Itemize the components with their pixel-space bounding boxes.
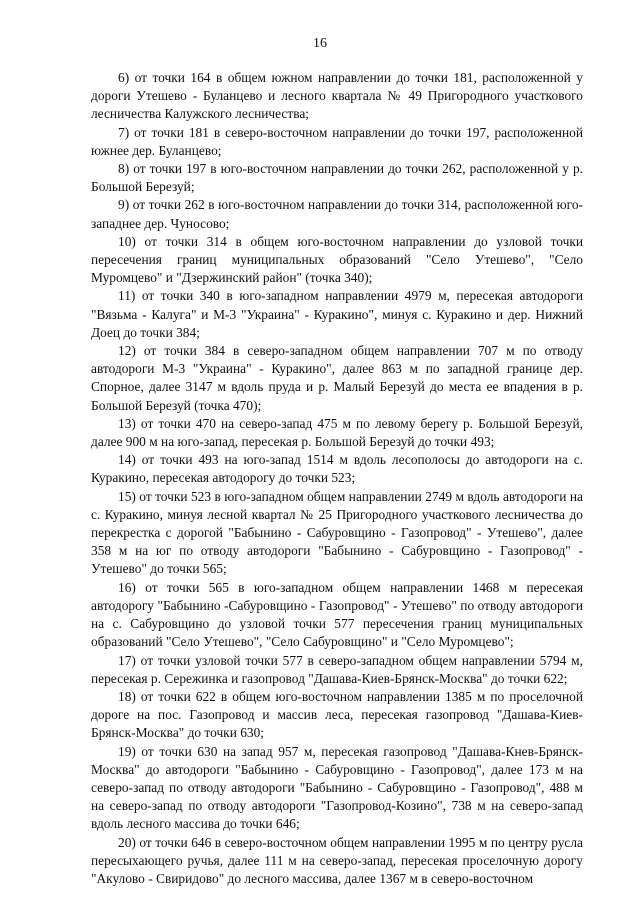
paragraph-item-11: 11) от точки 340 в юго-западном направлении 4979 м, пересекая автодороги "Вязьма - Калуга" и М-3 "Украина" - Куракино", минуя с. Куракино и дер. Нижний Доец до точки 384; (91, 288, 583, 340)
paragraph-item-7: 7) от точки 181 в северо-восточном направлении до точки 197, расположенной южнее дер. Буланцево; (91, 124, 583, 158)
paragraph-item-8: 8) от точки 197 в юго-восточном направлении до точки 262, расположенной у р. Большой Березуй; (91, 161, 583, 195)
paragraph-item-18: 18) от точки 622 в общем юго-восточном направлении 1385 м по проселочной дороге на пос. Газопровод и массив леса, пересекая газопровод "Дашава-Киев-Брянск-Москва" до точки 630; (91, 688, 583, 741)
paragraph-item-13: 13) от точки 470 на северо-запад 475 м по левому берегу р. Большой Березуй, далее 900 м на юго-запад, пересекая р. Большой Березуй до точки 493; (91, 415, 583, 450)
paragraph-item-12: 12) от точки 384 в северо-западном общем направлении 707 м по отводу автодороги М-3 "Украина" - Куракино", далее 863 м по западной границе дер. Спорное, далее 3147 м вдоль пруда и р. Малый Березуй до места ее впадения в р. Большой Березуй (точка 470); (91, 343, 583, 413)
paragraph-item-17: 17) от точки узловой точки 577 в северо-западном общем направлении 5794 м, пересекая р. Сережинка и газопровод "Дашава-Киев-Брянск-Москва" до точки 622; (91, 652, 583, 686)
paragraph-item-19: 19) от точки 630 на запад 957 м, пересекая газопровод "Дашава-Кнев-Брянск-Москва" до автодороги "Бабынино - Сабуровщино - Газопровод", далее 173 м на северо-запад по отводу автодороги "Бабынино - Сабуровщино - Газопровод", 488 м на северо-запад по отводу автодороги "Газопровод-Козино", 738 м на северо-запад вдоль лесного массива до точки 646; (91, 743, 583, 832)
paragraph-item-14: 14) от точки 493 на юго-запад 1514 м вдоль лесополосы до автодороги на с. Куракино, пересекая автодорогу до точки 523; (91, 452, 583, 486)
paragraph-item-6: 6) от точки 164 в общем южном направлении до точки 181, расположенной у дороги Утешево - Буланцево и лесного квартала № 49 Пригородного участкового лесничества Калужского лесничества; (91, 70, 583, 122)
paragraph-item-15: 15) от точки 523 в юго-западном общем направлении 2749 м вдоль автодороги на с. Куракино, минуя лесной квартал № 25 Пригородного участкового лесничества до перекрестка с дорогой "Бабынино - Сабуровщино - Газопровод" - Утешево", далее 358 м на юг по отводу автодороги "Бабынино - Сабуровщино - Газопровод" - Утешево" до точки 565; (91, 488, 583, 577)
paragraph-item-10: 10) от точки 314 в общем юго-восточном направлении до узловой точки пересечения границ муниципальных образований "Село Утешево", "Село Муромцево" и "Дзержинский район" (точка 340); (91, 233, 583, 286)
paragraph-item-16: 16) от точки 565 в юго-западном общем направлении 1468 м пересекая автодорогу "Бабынино -Сабуровщино - Газопровод" - Утешево" по отводу автодороги на с. Сабуровщино до узловой точки 577 пересечения границ муниципальных образований "Село Утешево", "Село Сабуровщино" и "Село Муромцево"; (91, 579, 583, 650)
paragraph-item-9: 9) от точки 262 в юго-восточном направлении до точки 314, расположенной юго-западнее дер. Чуносово; (91, 197, 583, 231)
page-number: 16 (313, 36, 327, 51)
paragraph-item-20: 20) от точки 646 в северо-восточном общем направлении 1995 м по центру русла пересыхающего ручья, далее 111 м на северо-запад, пересекая проселочную дорогу "Акулово - Свиридово" до лесного массива, далее 1367 м в северо-восточном (91, 834, 583, 886)
document-body (91, 69, 583, 888)
